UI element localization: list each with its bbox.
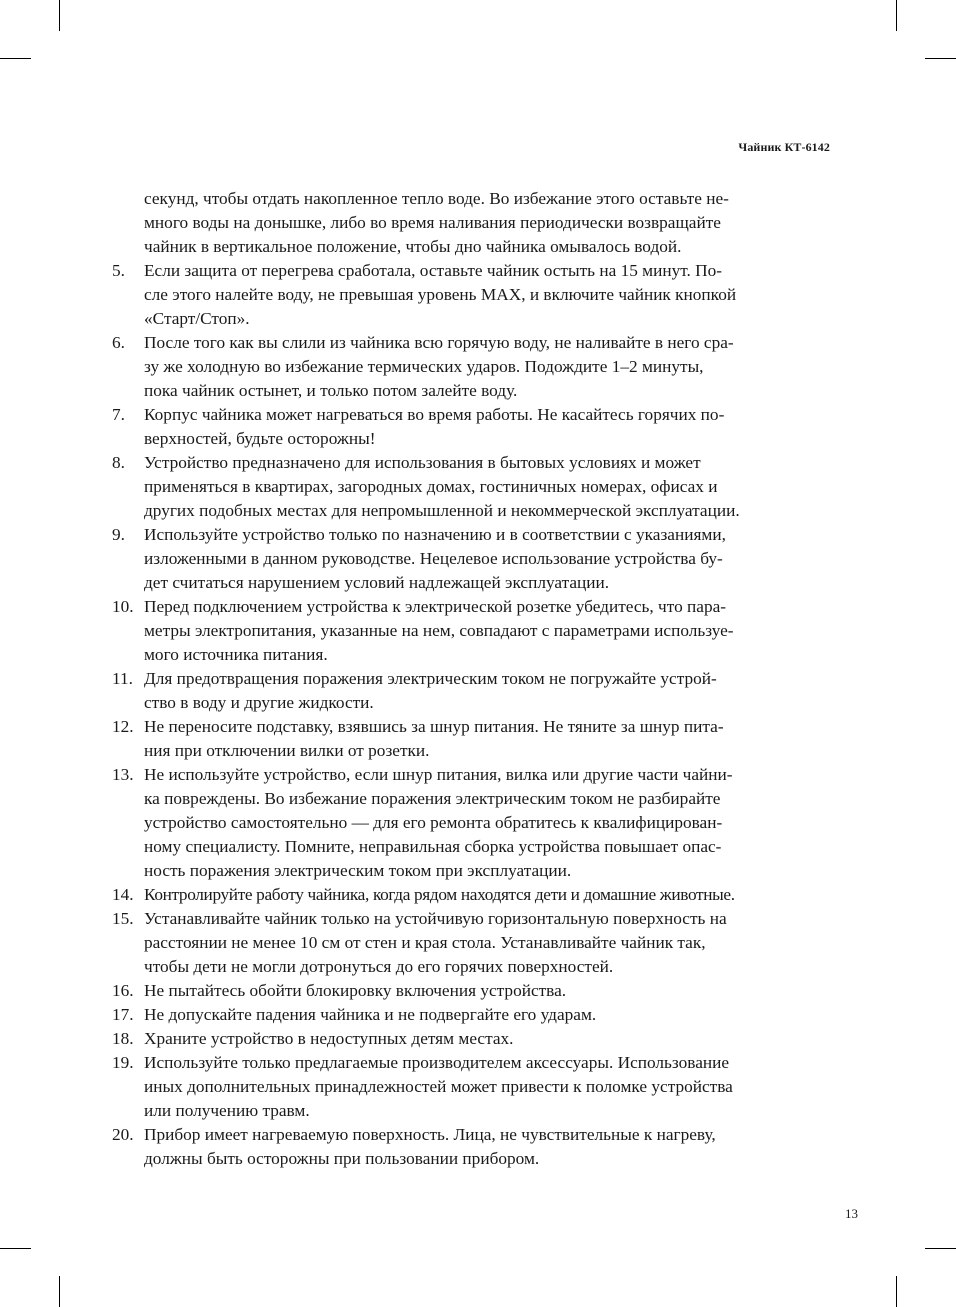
crop-mark-bottom-right-h bbox=[925, 1248, 956, 1249]
list-item-number: 14. bbox=[112, 885, 134, 904]
text-line: «Старт/Стоп». bbox=[144, 309, 250, 328]
list-item-number: 11. bbox=[112, 669, 133, 688]
text-line: расстоянии не менее 10 см от стен и края стола. Устанавливайте чайник так, bbox=[144, 933, 706, 952]
list-item bbox=[112, 1027, 832, 1051]
text-line: дет считаться нарушением условий надлежащей эксплуатации. bbox=[144, 573, 610, 592]
list-item bbox=[112, 883, 832, 907]
crop-mark-top-right bbox=[896, 0, 897, 31]
list-item bbox=[112, 1051, 832, 1123]
text-line: ному специалисту. Помните, неправильная сборка устройства повышает опас- bbox=[144, 837, 722, 856]
text-line: ния при отключении вилки от розетки. bbox=[144, 741, 430, 760]
list-item bbox=[112, 259, 832, 331]
text-line: устройство самостоятельно — для его ремонта обратитесь к квалифицирован- bbox=[144, 813, 723, 832]
list-item bbox=[112, 979, 832, 1003]
list-item-text bbox=[144, 259, 832, 331]
list-item bbox=[112, 1003, 832, 1027]
text-line: метры электропитания, указанные на нем, совпадают с параметрами используе- bbox=[144, 621, 734, 640]
list-item-number: 16. bbox=[112, 981, 134, 1000]
text-line: чайник в вертикальное положение, чтобы дно чайника омывалось водой. bbox=[144, 237, 682, 256]
numbered-list bbox=[112, 259, 832, 1171]
text-line: Используйте устройство только по назначению и в соответствии с указаниями, bbox=[144, 525, 726, 544]
list-item-text bbox=[144, 523, 832, 595]
page-number: 13 bbox=[845, 1206, 858, 1221]
list-item-text bbox=[144, 667, 832, 715]
text-line: применяться в квартирах, загородных домах, гостиничных номерах, офисах и bbox=[144, 477, 718, 496]
list-item-number: 7. bbox=[112, 405, 125, 424]
text-line: Устанавливайте чайник только на устойчивую горизонтальную поверхность на bbox=[144, 909, 727, 928]
text-line: ство в воду и другие жидкости. bbox=[144, 693, 374, 712]
text-line: ность поражения электрическим током при эксплуатации. bbox=[144, 861, 572, 880]
crop-mark-bottom-left-h bbox=[0, 1248, 31, 1249]
text-line: Контролируйте работу чайника, когда рядом находятся дети и домашние животные. bbox=[144, 885, 735, 904]
crop-mark-top-right-h bbox=[925, 58, 956, 59]
text-line: секунд, чтобы отдать накопленное тепло воде. Во избежание этого оставьте не- bbox=[144, 189, 729, 208]
list-item-number: 10. bbox=[112, 597, 134, 616]
list-item-number: 17. bbox=[112, 1005, 134, 1024]
list-item-number: 19. bbox=[112, 1053, 134, 1072]
text-line: или получению травм. bbox=[144, 1101, 310, 1120]
list-item-text bbox=[144, 883, 832, 907]
crop-mark-bottom-left bbox=[59, 1276, 60, 1307]
text-line: сле этого налейте воду, не превышая уровень MAX, и включите чайник кнопкой bbox=[144, 285, 737, 304]
text-line: должны быть осторожны при пользовании прибором. bbox=[144, 1149, 540, 1168]
list-item bbox=[112, 667, 832, 715]
list-item-text bbox=[144, 595, 832, 667]
list-item-number: 5. bbox=[112, 261, 125, 280]
text-line: пока чайник остынет, и только потом залейте воду. bbox=[144, 381, 518, 400]
list-item bbox=[112, 595, 832, 667]
instructions-content bbox=[112, 187, 832, 1171]
list-item-text bbox=[144, 1003, 832, 1027]
text-line: После того как вы слили из чайника всю горячую воду, не наливайте в него сра- bbox=[144, 333, 734, 352]
text-line: Не переносите подставку, взявшись за шнур питания. Не тяните за шнур пита- bbox=[144, 717, 724, 736]
list-item bbox=[112, 907, 832, 979]
list-item-number: 9. bbox=[112, 525, 125, 544]
list-item-number: 8. bbox=[112, 453, 125, 472]
running-header: Чайник КТ-6142 bbox=[738, 140, 830, 154]
text-line: верхностей, будьте осторожны! bbox=[144, 429, 376, 448]
text-line: зу же холодную во избежание термических ударов. Подождите 1–2 минуты, bbox=[144, 357, 704, 376]
text-line: мого источника питания. bbox=[144, 645, 328, 664]
text-line: Прибор имеет нагреваемую поверхность. Лица, не чувствительные к нагреву, bbox=[144, 1125, 716, 1144]
list-item-text bbox=[144, 1027, 832, 1051]
list-item-text bbox=[144, 1051, 832, 1123]
text-line: Перед подключением устройства к электрической розетке убедитесь, что пара- bbox=[144, 597, 727, 616]
continuation-paragraph bbox=[112, 187, 832, 259]
text-line: Храните устройство в недоступных детям местах. bbox=[144, 1029, 514, 1048]
crop-mark-top-left bbox=[59, 0, 60, 31]
text-line: Если защита от перегрева сработала, оставьте чайник остыть на 15 минут. По- bbox=[144, 261, 723, 280]
list-item-number: 6. bbox=[112, 333, 125, 352]
list-item-text bbox=[144, 403, 832, 451]
list-item-text bbox=[144, 1123, 832, 1171]
text-line: Не допускайте падения чайника и не подвергайте его ударам. bbox=[144, 1005, 597, 1024]
list-item-number: 13. bbox=[112, 765, 134, 784]
list-item bbox=[112, 715, 832, 763]
list-item bbox=[112, 331, 832, 403]
text-line: Для предотвращения поражения электрическим током не погружайте устрой- bbox=[144, 669, 717, 688]
text-line: изложенными в данном руководстве. Нецелевое использование устройства бу- bbox=[144, 549, 723, 568]
text-line: Корпус чайника может нагреваться во время работы. Не касайтесь горячих по- bbox=[144, 405, 725, 424]
list-item-text bbox=[144, 451, 832, 523]
text-line: иных дополнительных принадлежностей может привести к поломке устройства bbox=[144, 1077, 733, 1096]
list-item bbox=[112, 1123, 832, 1171]
list-item-number: 15. bbox=[112, 909, 134, 928]
text-line: много воды на донышке, либо во время наливания периодически возвращайте bbox=[144, 213, 721, 232]
list-item-number: 20. bbox=[112, 1125, 134, 1144]
list-item-text bbox=[144, 979, 832, 1003]
list-item-number: 12. bbox=[112, 717, 134, 736]
text-line: Не используйте устройство, если шнур питания, вилка или другие части чайни- bbox=[144, 765, 733, 784]
text-line: других подобных местах для непромышленной и некоммерческой эксплуатации. bbox=[144, 501, 740, 520]
list-item bbox=[112, 451, 832, 523]
list-item-text bbox=[144, 907, 832, 979]
list-item bbox=[112, 403, 832, 451]
crop-mark-bottom-right bbox=[896, 1276, 897, 1307]
list-item bbox=[112, 763, 832, 883]
text-line: Используйте только предлагаемые производителем аксессуары. Использование bbox=[144, 1053, 730, 1072]
list-item bbox=[112, 523, 832, 595]
text-line: чтобы дети не могли дотронуться до его горячих поверхностей. bbox=[144, 957, 614, 976]
list-item-text bbox=[144, 763, 832, 883]
text-line: ка повреждены. Во избежание поражения электрическим током не разбирайте bbox=[144, 789, 721, 808]
crop-mark-top-left-h bbox=[0, 58, 31, 59]
text-line: Не пытайтесь обойти блокировку включения устройства. bbox=[144, 981, 567, 1000]
text-line: Устройство предназначено для использования в бытовых условиях и может bbox=[144, 453, 701, 472]
list-item-text bbox=[144, 715, 832, 763]
list-item-text bbox=[144, 331, 832, 403]
list-item-number: 18. bbox=[112, 1029, 134, 1048]
